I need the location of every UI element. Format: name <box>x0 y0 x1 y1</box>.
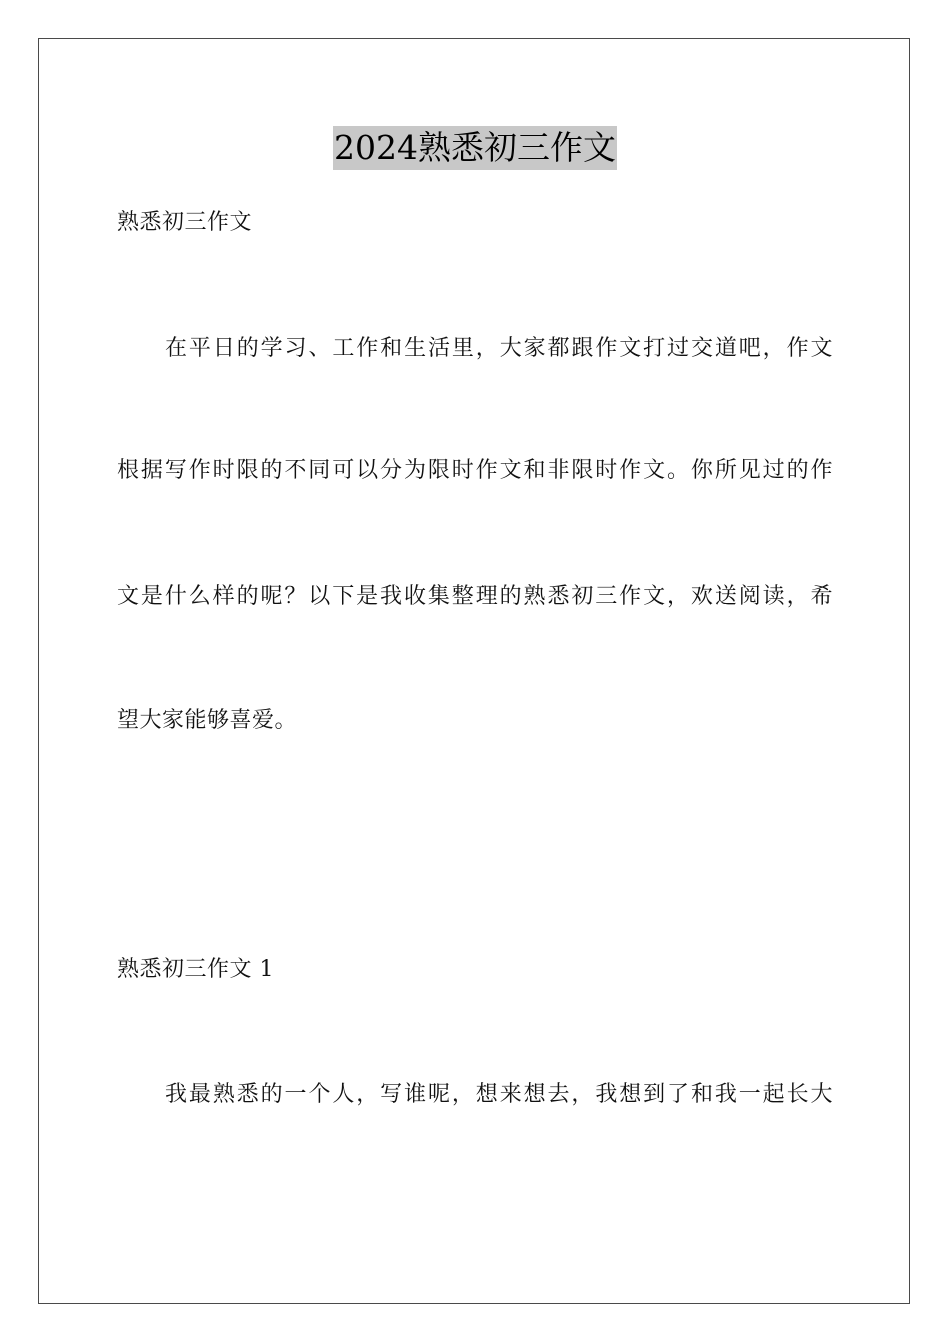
intro-line-1: 在平日的学习、工作和生活里，大家都跟作文打过交道吧，作文 <box>165 336 833 361</box>
title-container <box>0 126 950 170</box>
section-heading: 熟悉初三作文 1 <box>117 957 274 982</box>
document-subtitle: 熟悉初三作文 <box>117 210 253 235</box>
intro-line-4: 望大家能够喜爱。 <box>117 708 298 733</box>
document-title: 2024熟悉初三作文 <box>333 126 617 170</box>
section-line-1: 我最熟悉的一个人，写谁呢，想来想去，我想到了和我一起长大 <box>165 1082 833 1107</box>
intro-line-2: 根据写作时限的不同可以分为限时作文和非限时作文。你所见过的作 <box>117 458 833 483</box>
intro-line-3: 文是什么样的呢？以下是我收集整理的熟悉初三作文，欢送阅读，希 <box>117 584 833 609</box>
